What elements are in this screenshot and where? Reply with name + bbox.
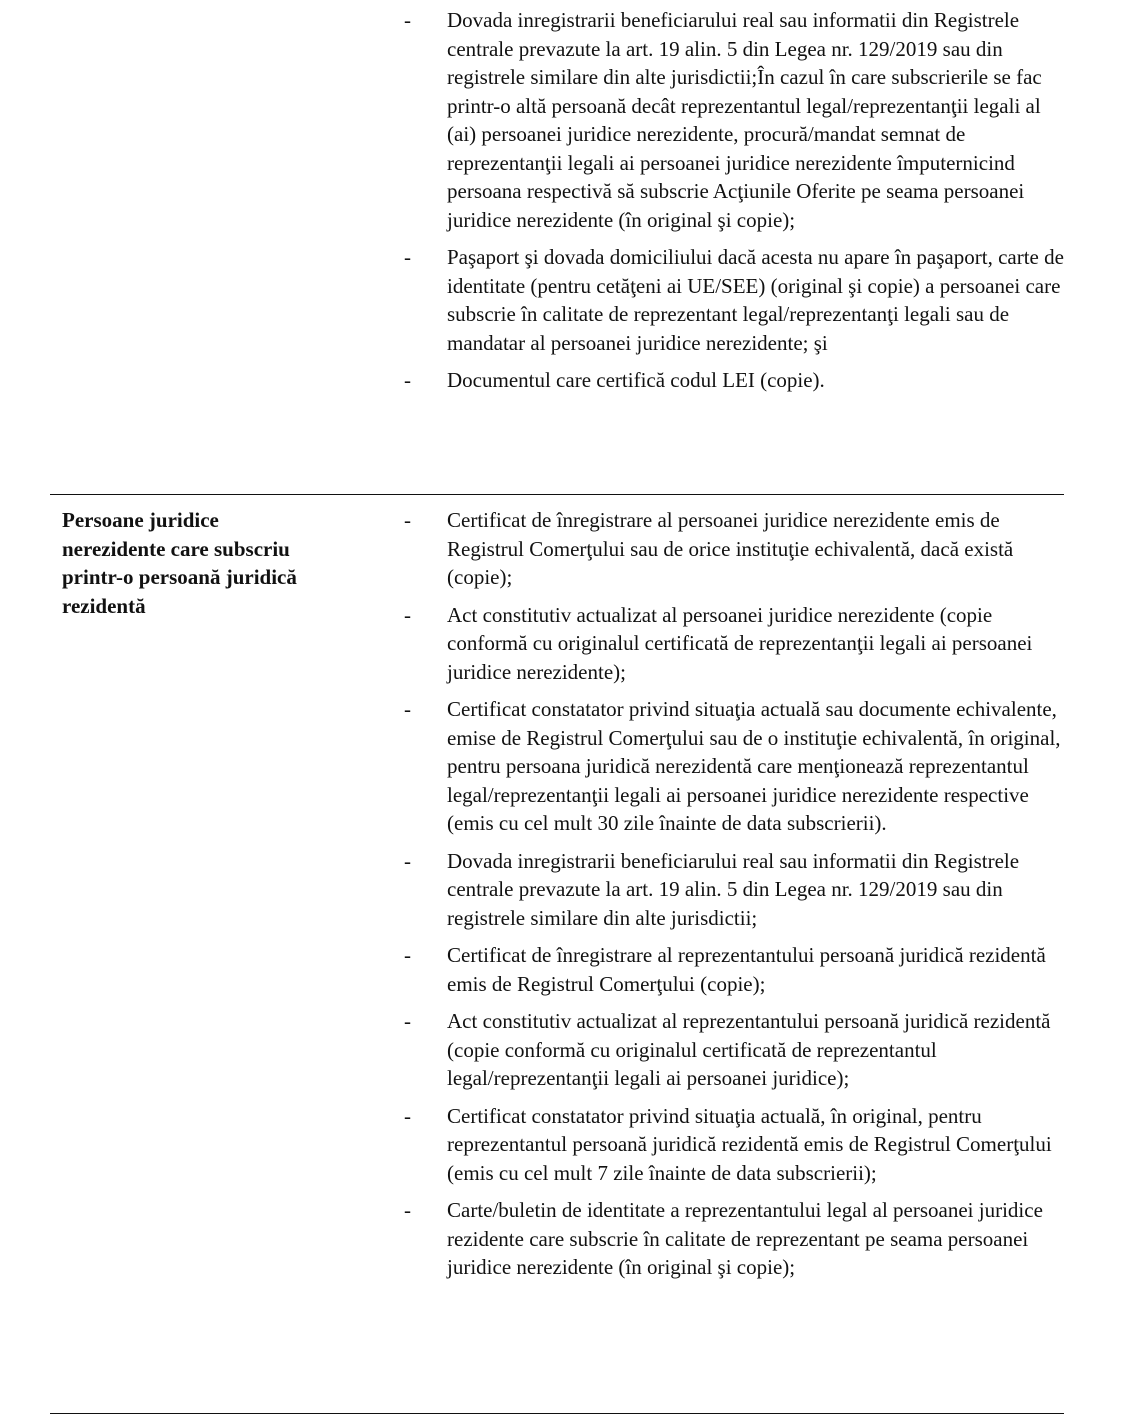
table-row-continued (50, 6, 1064, 488)
bullet-dash: - (404, 1198, 411, 1222)
list-item (404, 1007, 1064, 1093)
list-item-text: Certificat constatator privind situaţia actuală, în original, pentru reprezentantul persoană juridică rezidentă emis de Registrul Comerţului (emis cu cel mult 7 zile înainte de data subscrierii); (447, 1103, 1052, 1185)
list-item (404, 601, 1064, 687)
list-item-text: Documentul care certifică codul LEI (copie). (447, 368, 825, 392)
bullet-dash: - (404, 697, 411, 721)
list-item-text: Paşaport şi dovada domiciliului dacă acesta nu apare în paşaport, carte de identitate (pentru cetăţeni ai UE/SEE) (original şi copie) a persoanei care subscrie în calitate de reprezentant legal/reprezentanţi legali sau de mandatar al persoanei juridice nerezidente; şi (447, 245, 1064, 355)
bullet-dash: - (404, 8, 411, 32)
bullet-dash: - (404, 245, 411, 269)
table-row-resident-representative (50, 506, 1064, 1410)
list-item-text: Dovada inregistrarii beneficiarului real sau informatii din Registrele centrale prevazute la art. 19 alin. 5 din Legea nr. 129/2019 sau din registrele similare din alte jurisdictii; (447, 848, 1020, 930)
bullet-dash: - (404, 1103, 411, 1128)
list-item-text: Certificat de înregistrare al reprezentantului persoană juridică rezidentă emis de Registrul Comerţului (copie); (447, 943, 1046, 996)
list-item (404, 506, 1064, 592)
bullet-dash: - (404, 1009, 411, 1033)
bullet-dash: - (404, 602, 411, 627)
bullet-dash: - (404, 848, 411, 873)
table-divider (50, 494, 1064, 495)
list-item (404, 1196, 1064, 1282)
list-item (404, 243, 1064, 357)
bullet-dash: - (404, 943, 411, 967)
requirements-list (404, 506, 1064, 1291)
bullet-dash: - (404, 508, 411, 532)
list-item-text: Certificat constatator privind situaţia actuală sau documente echivalente, emise de Registrul Comerţului sau de o instituţie echivalentă, în original, pentru persoana juridică nerezidentă care menţionează reprezentantul legal/reprezentanţii legali ai persoanei juridice nerezidente respective (emis cu cel mult 30 zile înainte de data subscrierii). (447, 697, 1061, 835)
list-item (404, 366, 1064, 395)
list-item-text: Dovada inregistrarii beneficiarului real sau informatii din Registrele centrale prevazute la art. 19 alin. 5 din Legea nr. 129/2019 sau din registrele similare din alte jurisdictii;În cazul în care subscrierile se fac printr-o altă persoană decât reprezentantul legal/reprezentanţii legali al (ai) persoanei juridice nerezidente, procură/mandat semnat de reprezentanţii legali ai persoanei juridice nerezidente împuternicind persoana respectivă să subscrie Acţiunile Oferite pe seama persoanei juridice nerezidente (în original şi copie); (447, 8, 1042, 232)
table-divider (50, 1413, 1064, 1414)
list-item-text: Carte/buletin de identitate a reprezentantului legal al persoanei juridice rezidente care subscrie în calitate de reprezentant pe seama persoanei juridice nerezidente (în original şi copie); (447, 1198, 1043, 1279)
list-item (404, 695, 1064, 838)
row-heading: Persoane juridice nerezidente care subscriu printr-o persoană juridică rezidentă (62, 508, 297, 618)
list-item (404, 1102, 1064, 1188)
list-item-text: Act constitutiv actualizat al persoanei juridice nerezidente (copie conformă cu originalul certificată de reprezentanţii legali ai persoanei juridice nerezidente); (447, 602, 1033, 684)
list-item (404, 941, 1064, 998)
list-item-text: Certificat de înregistrare al persoanei juridice nerezidente emis de Registrul Comerţului sau de orice instituţie echivalentă, dacă există (copie); (447, 508, 1014, 589)
list-item-text: Act constitutiv actualizat al reprezentantului persoană juridică rezidentă (copie conformă cu originalul certificată de reprezentantul legal/reprezentanţii legali ai persoanei juridice); (447, 1009, 1051, 1090)
list-item (404, 6, 1064, 234)
requirements-list (404, 6, 1064, 404)
list-item (404, 847, 1064, 933)
bullet-dash: - (404, 368, 411, 392)
